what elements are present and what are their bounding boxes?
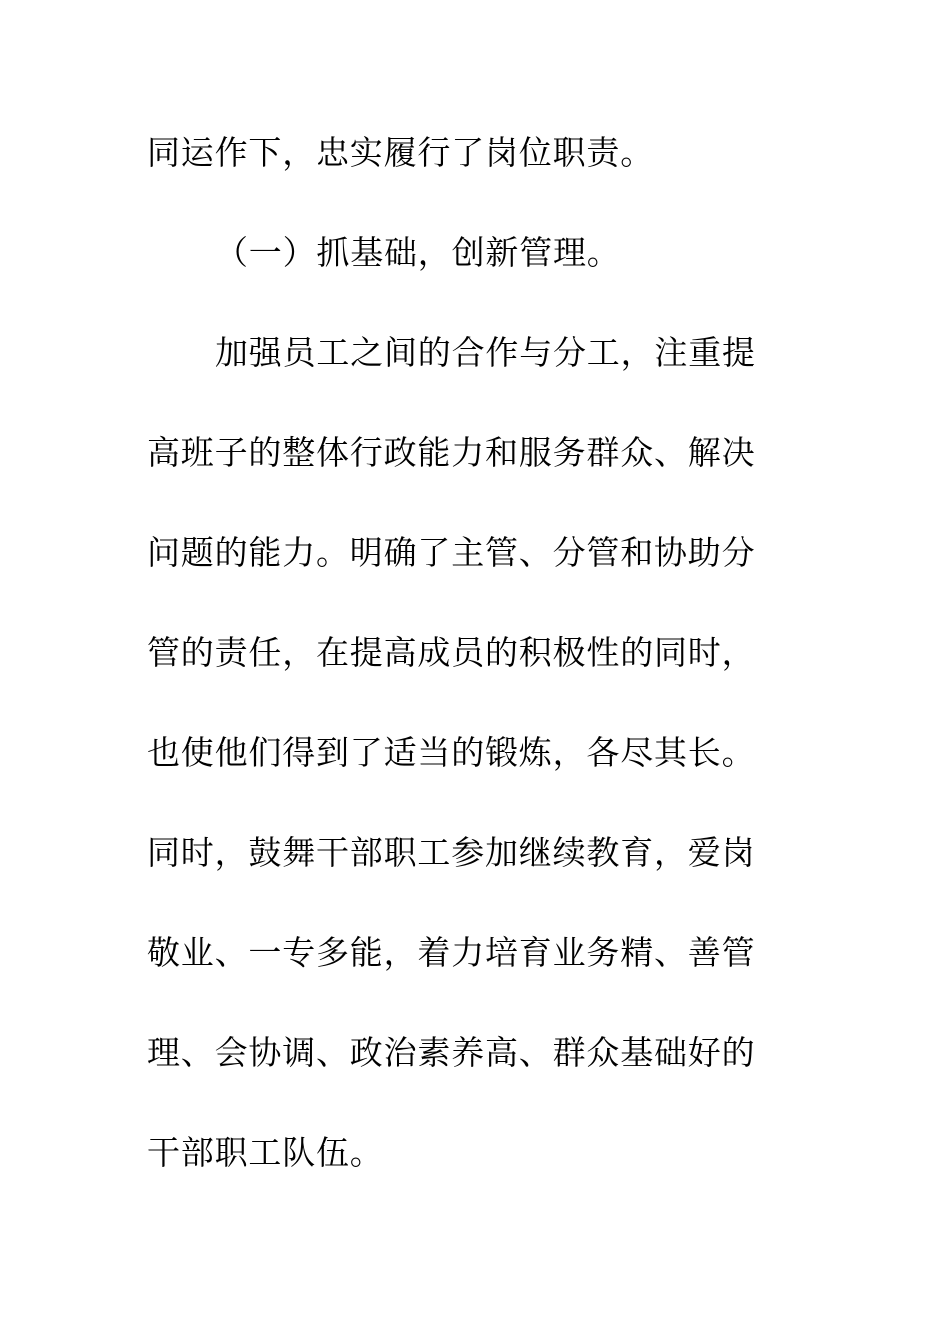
section-heading: （一）抓基础，创新管理。 — [215, 233, 621, 272]
text-line-9: 敬业、一专多能，着力培育业务精、善管 — [147, 933, 756, 972]
text-line-7: 也使他们得到了适当的锻炼，各尽其长。 — [147, 733, 756, 772]
text-line-3: 加强员工之间的合作与分工，注重提 — [215, 333, 756, 372]
text-line-6: 管的责任，在提高成员的积极性的同时， — [147, 633, 756, 672]
text-line-8: 同时，鼓舞干部职工参加继续教育，爱岗 — [147, 833, 756, 872]
text-line-5: 问题的能力。明确了主管、分管和协助分 — [147, 533, 756, 572]
text-line-4: 高班子的整体行政能力和服务群众、解决 — [147, 433, 756, 472]
text-line-1: 同运作下，忠实履行了岗位职责。 — [147, 133, 654, 172]
text-line-11: 干部职工队伍。 — [147, 1133, 384, 1172]
text-line-10: 理、会协调、政治素养高、群众基础好的 — [147, 1033, 756, 1072]
